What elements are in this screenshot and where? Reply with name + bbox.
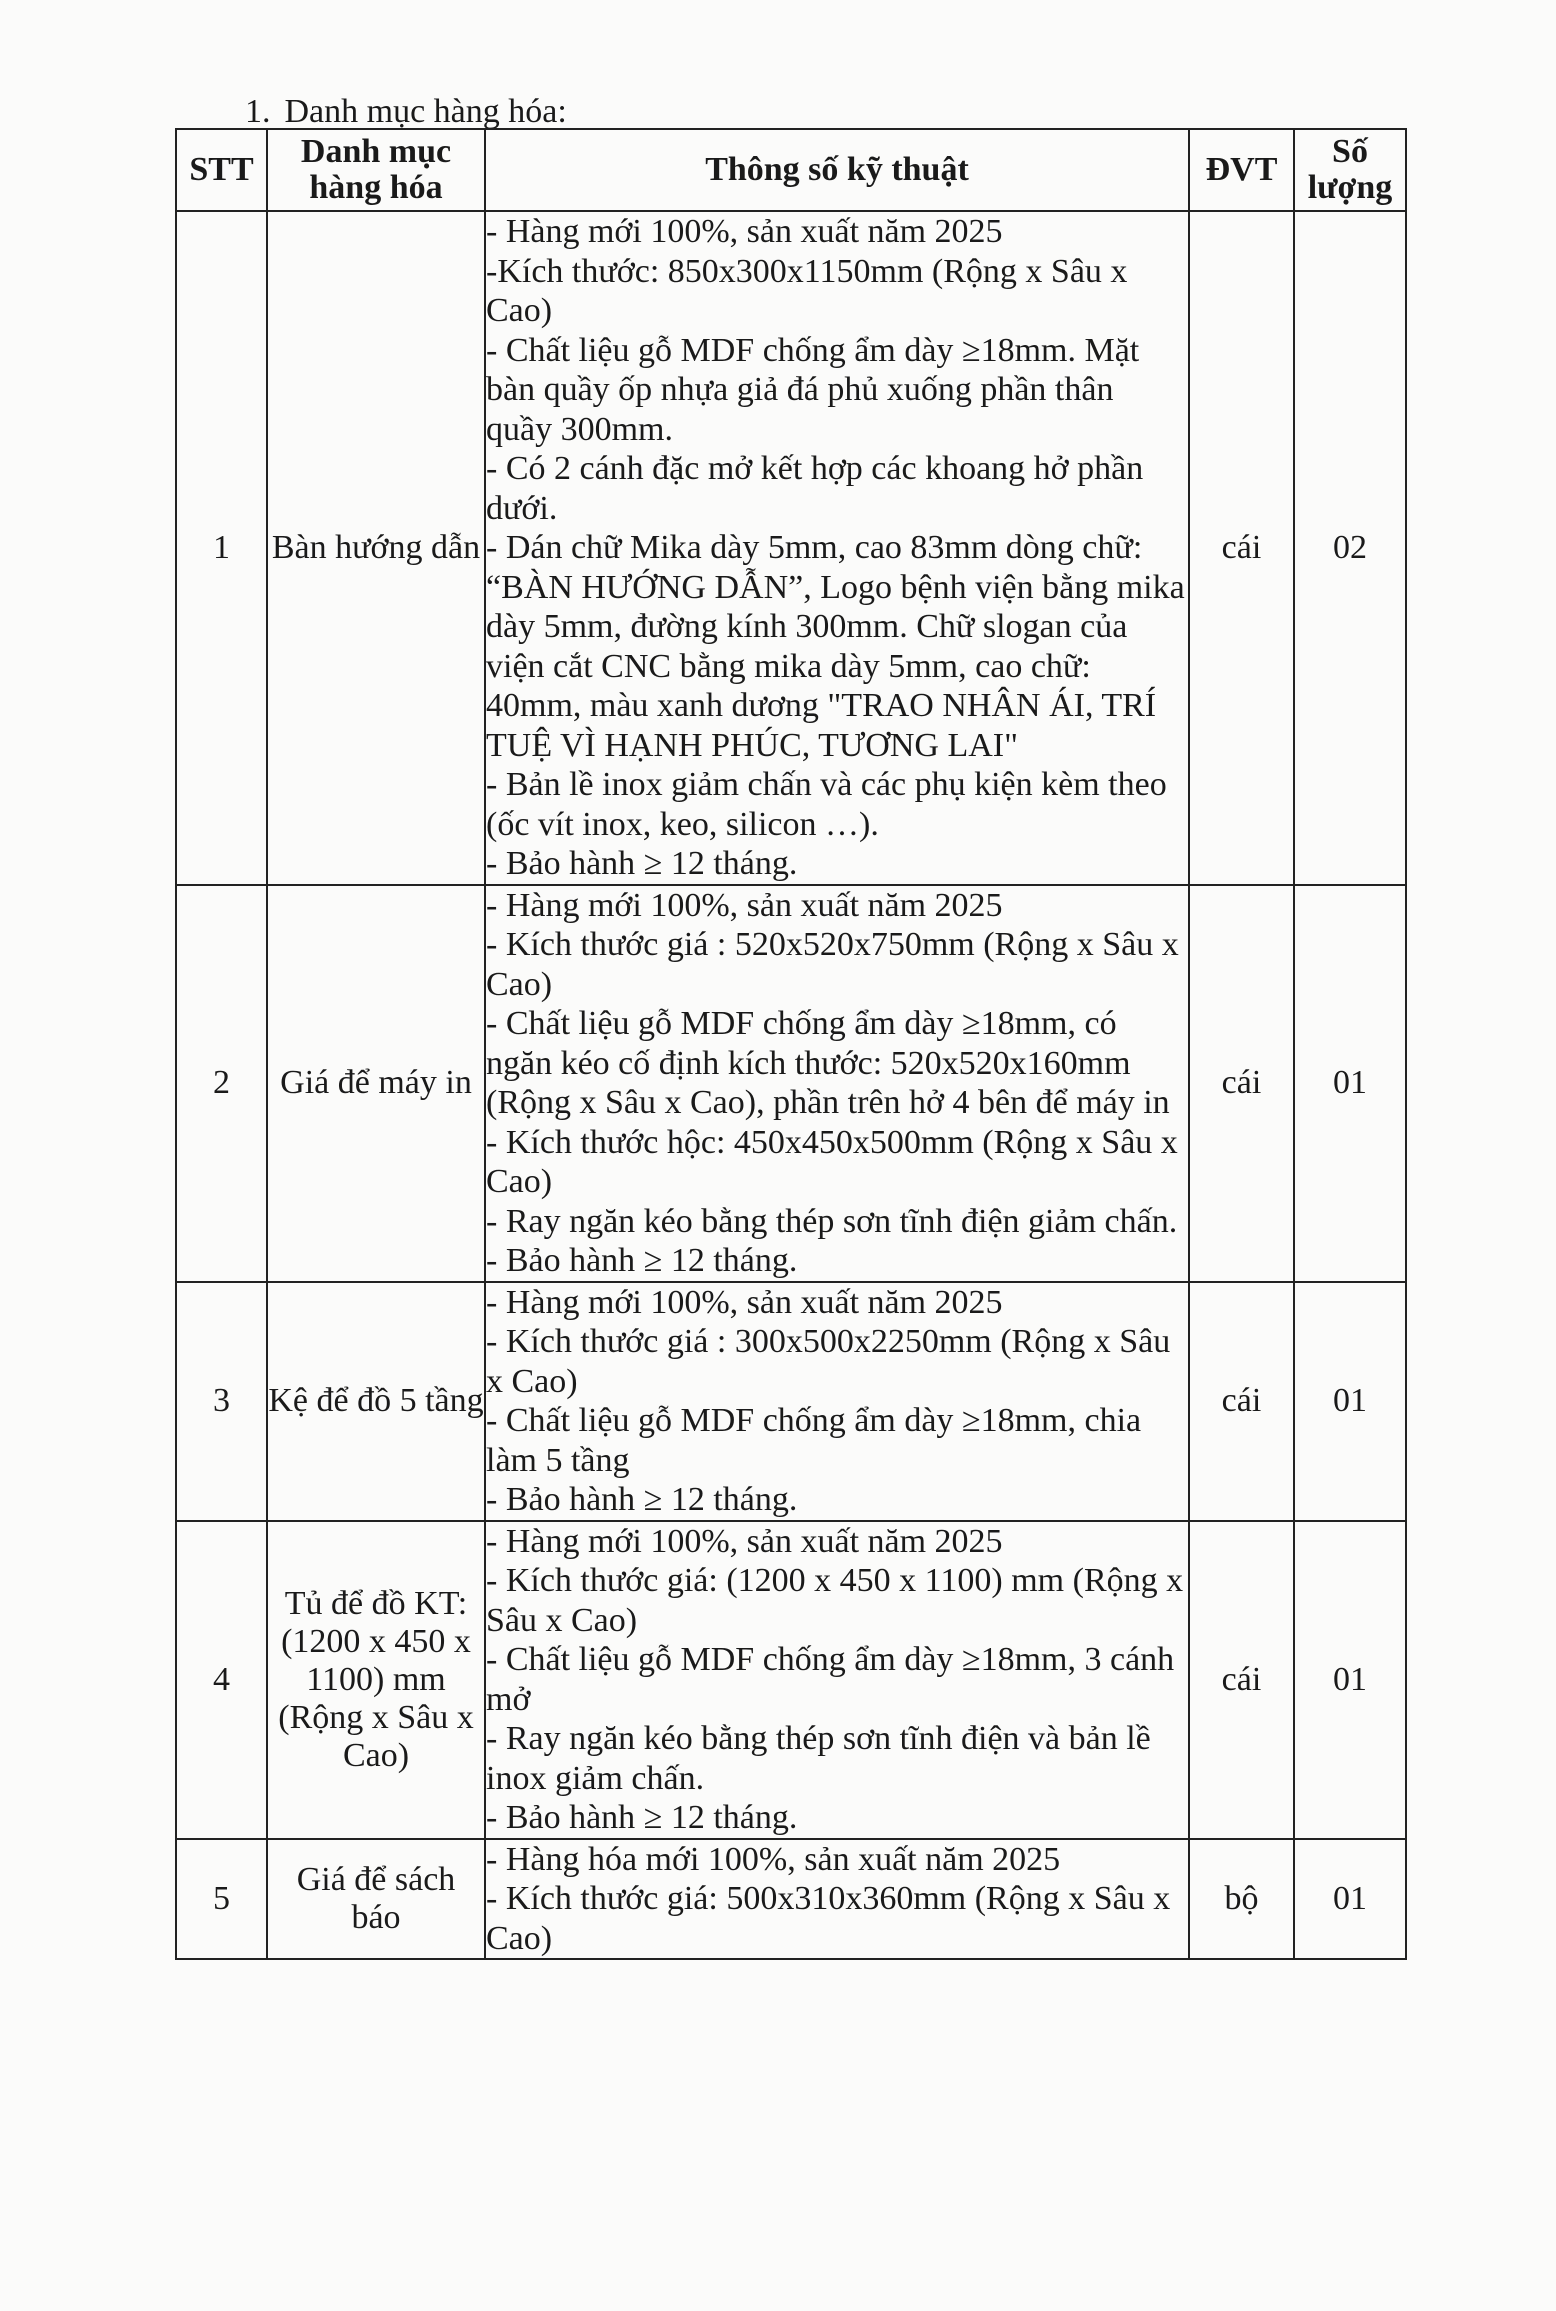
spec-line: - Dán chữ Mika dày 5mm, cao 83mm dòng chữ: “BÀN HƯỚNG DẪN”, Logo bệnh viện bằng mika dày 5mm, đường kính 300mm. Chữ slogan của viện cắt CNC bằng mika dày 5mm, cao chữ: 40mm, màu xanh dương "TRAO NHÂN ÁI, TRÍ TUỆ VÌ HẠNH PHÚC, TƯƠNG LAI": [486, 529, 1185, 764]
table-row: [176, 1839, 1406, 1960]
row-qty: 02: [1294, 211, 1406, 885]
row-unit: cái: [1189, 1521, 1294, 1839]
row-unit: bộ: [1189, 1839, 1294, 1960]
row-item-name: Kệ để đồ 5 tầng: [267, 1282, 485, 1521]
row-specs: [485, 885, 1189, 1282]
header-name: Danh mục hàng hóa: [267, 129, 485, 211]
row-item-name: Giá để sách báo: [267, 1839, 485, 1960]
spec-line: - Chất liệu gỗ MDF chống ẩm dày ≥18mm, có ngăn kéo cố định kích thước: 520x520x160mm (Rộng x Sâu x Cao), phần trên hở 4 bên để máy in: [486, 1005, 1170, 1121]
row-specs: [485, 211, 1189, 885]
row-stt: 1: [176, 211, 267, 885]
row-item-name: Giá để máy in: [267, 885, 485, 1282]
spec-line: - Kích thước hộc: 450x450x500mm (Rộng x Sâu x Cao): [486, 1123, 1178, 1200]
spec-line: - Kích thước giá: 500x310x360mm (Rộng x Sâu x Cao): [486, 1880, 1171, 1957]
spec-line: - Có 2 cánh đặc mở kết hợp các khoang hở phần dưới.: [486, 450, 1144, 527]
table-row: [176, 1282, 1406, 1521]
header-qty: Số lượng: [1294, 129, 1406, 211]
spec-line: - Hàng mới 100%, sản xuất năm 2025: [486, 1283, 1003, 1321]
row-unit: cái: [1189, 885, 1294, 1282]
table-row: [176, 885, 1406, 1282]
spec-line: -Kích thước: 850x300x1150mm (Rộng x Sâu x Cao): [486, 252, 1128, 329]
spec-line: - Kích thước giá: (1200 x 450 x 1100) mm (Rộng x Sâu x Cao): [486, 1562, 1184, 1639]
section-heading: [245, 92, 567, 132]
header-specs: Thông số kỹ thuật: [485, 129, 1189, 211]
spec-line: - Chất liệu gỗ MDF chống ẩm dày ≥18mm, 3 cánh mở: [486, 1641, 1175, 1718]
row-stt: 3: [176, 1282, 267, 1521]
spec-line: - Bản lề inox giảm chấn và các phụ kiện kèm theo (ốc vít inox, keo, silicon …).: [486, 766, 1167, 843]
row-unit: cái: [1189, 211, 1294, 885]
section-title: Danh mục hàng hóa:: [284, 93, 567, 130]
table-body: [176, 211, 1406, 1959]
row-stt: 4: [176, 1521, 267, 1839]
spec-line: - Hàng mới 100%, sản xuất năm 2025: [486, 1522, 1003, 1560]
table-row: [176, 1521, 1406, 1839]
row-item-name: Tủ để đồ KT: (1200 x 450 x 1100) mm (Rộng x Sâu x Cao): [267, 1521, 485, 1839]
spec-line: - Chất liệu gỗ MDF chống ẩm dày ≥18mm, chia làm 5 tầng: [486, 1402, 1142, 1479]
row-specs: [485, 1839, 1189, 1960]
row-specs: [485, 1521, 1189, 1839]
table-header-row: [176, 129, 1406, 211]
section-number: 1.: [245, 93, 271, 130]
header-unit: ĐVT: [1189, 129, 1294, 211]
spec-line: - Kích thước giá : 520x520x750mm (Rộng x Sâu x Cao): [486, 926, 1179, 1003]
spec-line: - Bảo hành ≥ 12 tháng.: [486, 1799, 798, 1836]
row-stt: 2: [176, 885, 267, 1282]
row-item-name: Bàn hướng dẫn: [267, 211, 485, 885]
spec-line: - Ray ngăn kéo bằng thép sơn tĩnh điện giảm chấn.: [486, 1202, 1178, 1240]
header-stt: STT: [176, 129, 267, 211]
row-qty: 01: [1294, 1282, 1406, 1521]
row-qty: 01: [1294, 1839, 1406, 1960]
spec-line: - Hàng hóa mới 100%, sản xuất năm 2025: [486, 1840, 1061, 1878]
spec-line: - Kích thước giá : 300x500x2250mm (Rộng x Sâu x Cao): [486, 1323, 1171, 1400]
row-specs: [485, 1282, 1189, 1521]
goods-table: [175, 128, 1407, 1960]
table-row: [176, 211, 1406, 885]
spec-line: - Hàng mới 100%, sản xuất năm 2025: [486, 213, 1003, 250]
row-stt: 5: [176, 1839, 267, 1960]
spec-line: - Bảo hành ≥ 12 tháng.: [486, 1481, 798, 1518]
spec-line: - Bảo hành ≥ 12 tháng.: [486, 1242, 798, 1279]
row-unit: cái: [1189, 1282, 1294, 1521]
spec-line: - Ray ngăn kéo bằng thép sơn tĩnh điện và bản lề inox giảm chấn.: [486, 1720, 1151, 1797]
spec-line: - Chất liệu gỗ MDF chống ẩm dày ≥18mm. Mặt bàn quầy ốp nhựa giả đá phủ xuống phần thân quầy 300mm.: [486, 331, 1140, 448]
spec-line: - Bảo hành ≥ 12 tháng.: [486, 845, 798, 882]
row-qty: 01: [1294, 885, 1406, 1282]
spec-line: - Hàng mới 100%, sản xuất năm 2025: [486, 886, 1003, 924]
row-qty: 01: [1294, 1521, 1406, 1839]
